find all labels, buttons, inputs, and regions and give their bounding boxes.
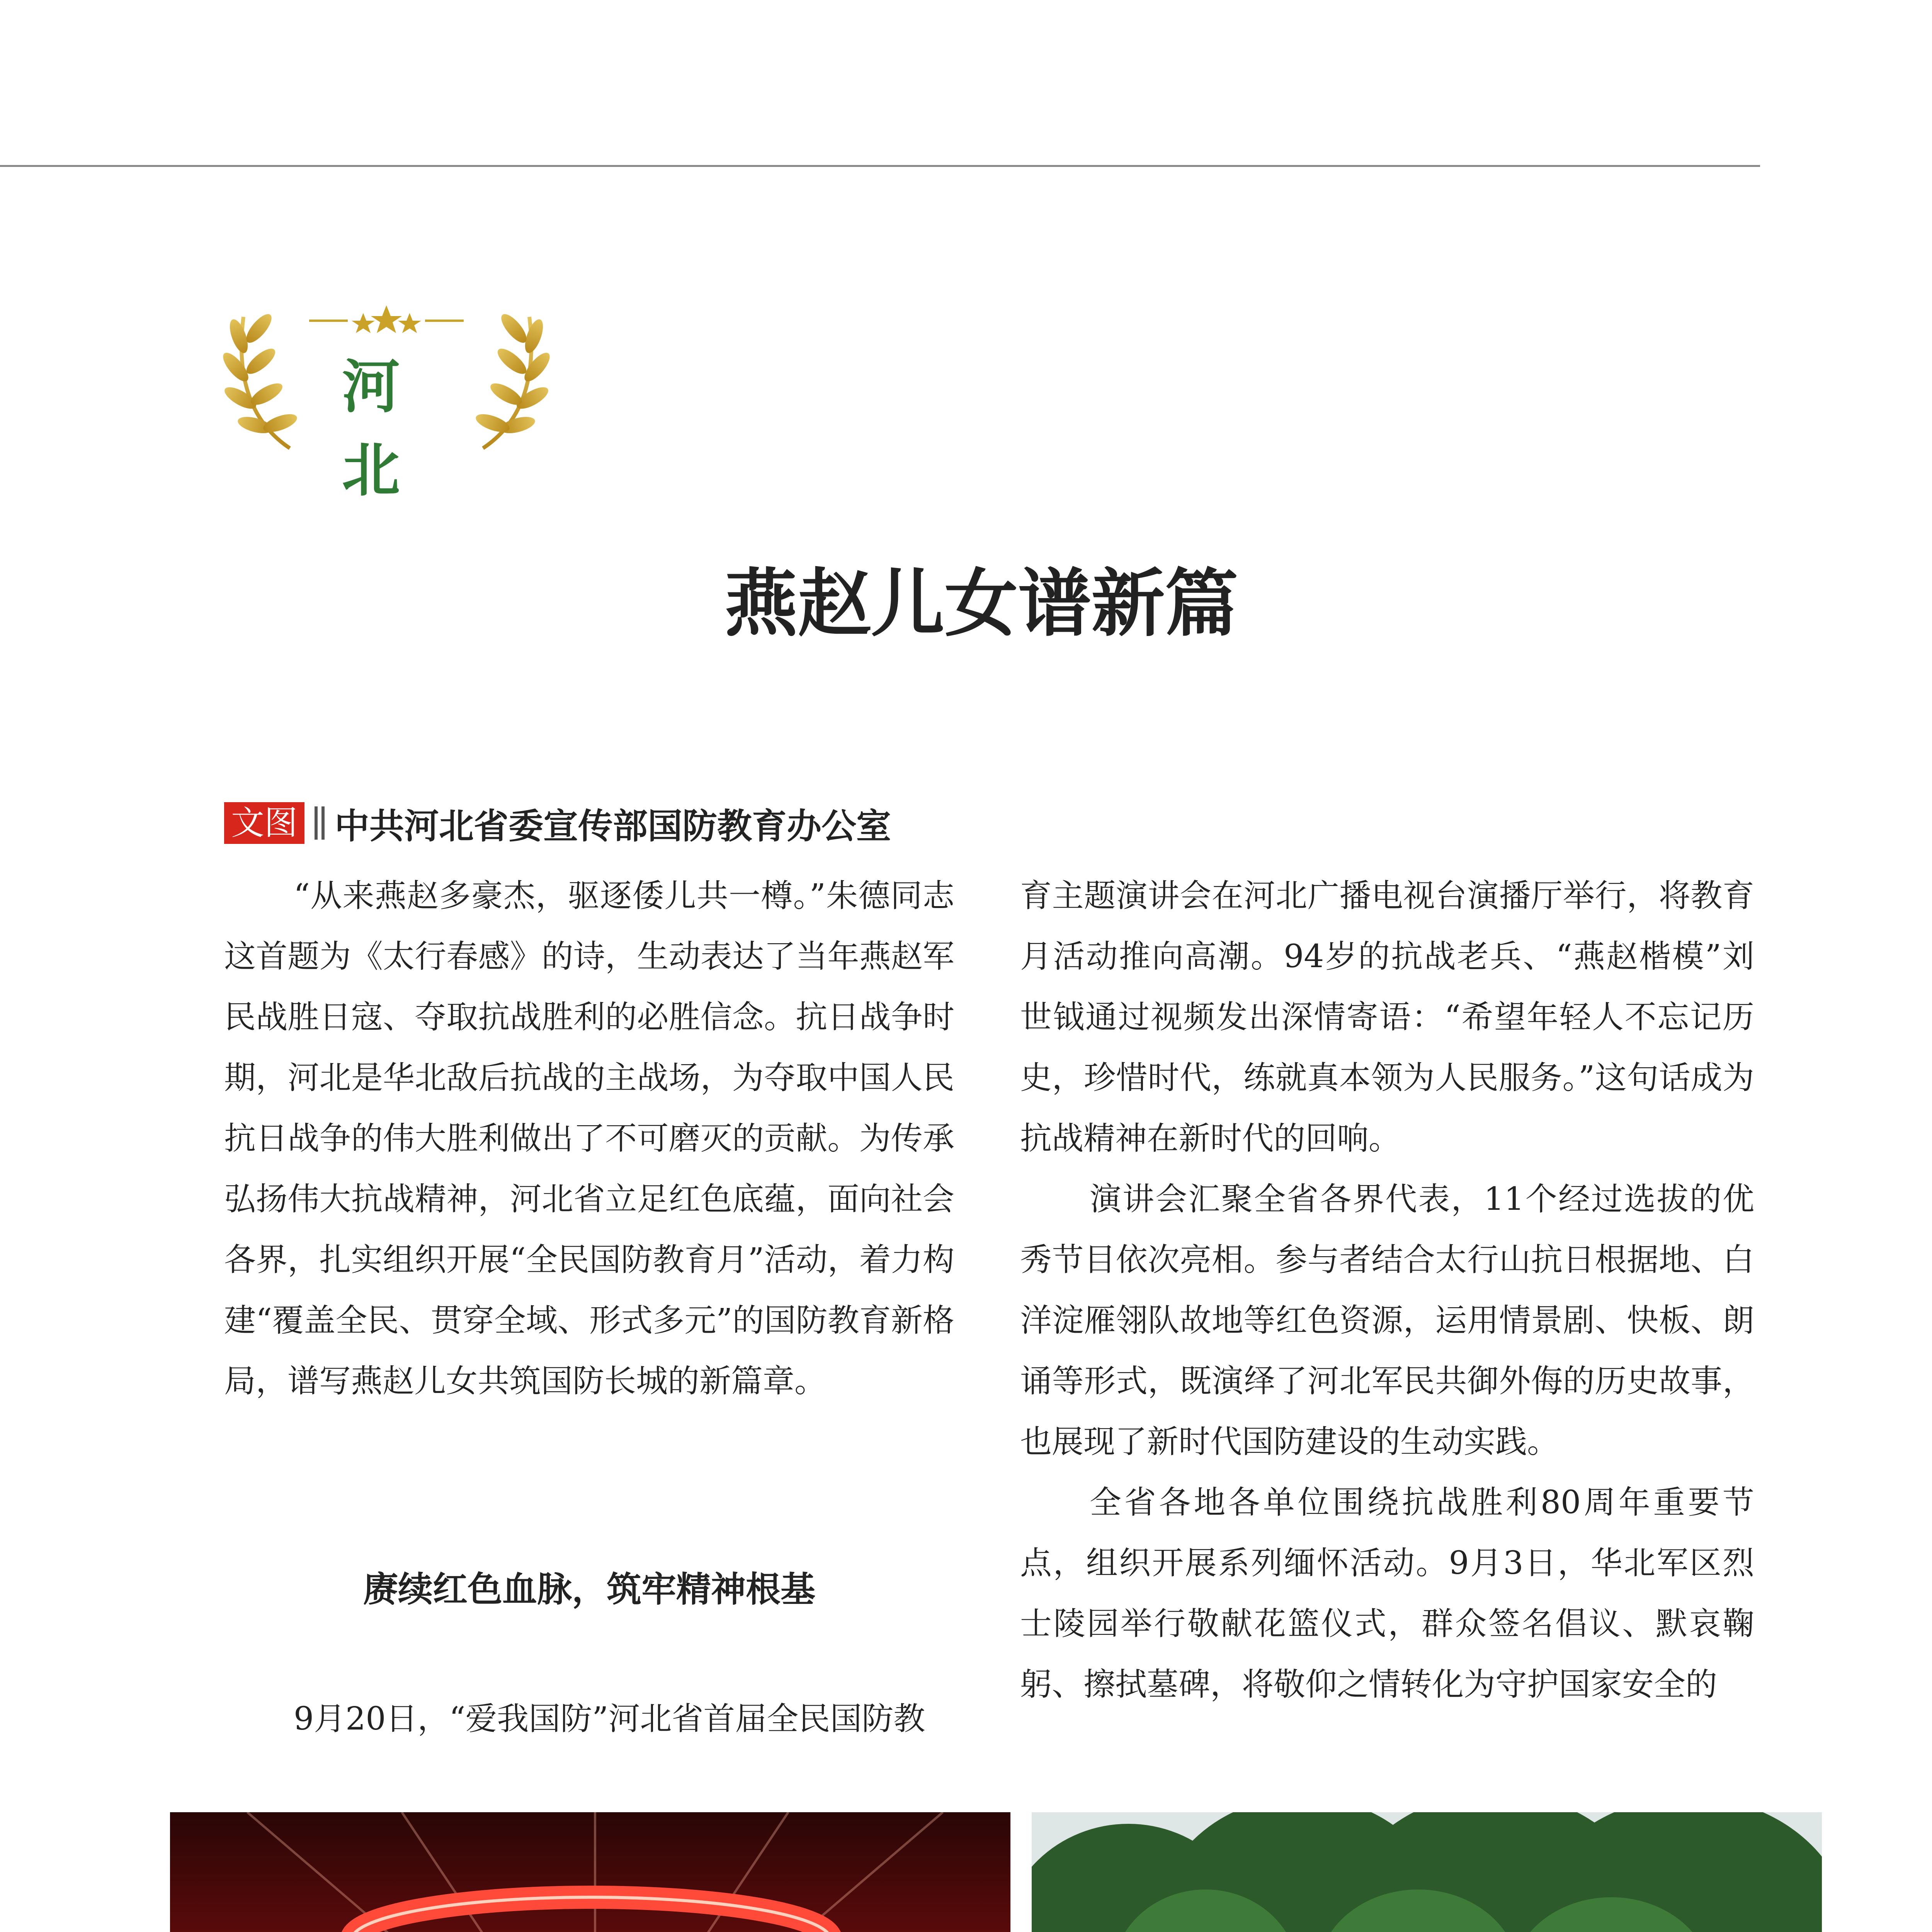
byline	[224, 800, 891, 846]
right-column	[1020, 866, 1754, 1715]
byline-org: 中共河北省委宣传部国防教育办公室	[335, 806, 891, 847]
left-column-continued	[224, 1689, 954, 1749]
paragraph: 9月20日，“爱我国防”河北省首届全民国防教	[294, 1701, 925, 1737]
photo-student-activity	[1032, 1812, 1822, 1932]
section-badge	[216, 294, 556, 504]
article-title: 燕赵儿女谱新篇	[724, 561, 1238, 646]
header-rule	[0, 165, 1760, 167]
byline-divider	[315, 806, 318, 840]
byline-tag: 文图	[224, 802, 304, 844]
byline-divider	[321, 806, 325, 840]
paragraph: 演讲会汇聚全省各界代表，11个经过选拔的优秀节目依次亮相。参与者结合太行山抗日根据地、白洋淀雁翎队故地等红色资源，运用情景剧、快板、朗诵等形式，既演绎了河北军民共御外侮的历史故事，也展现了新时代国防建设的生动实践。	[1020, 1181, 1754, 1460]
subheading: 赓续红色血脉，筑牢精神根基	[363, 1569, 815, 1610]
paragraph: 育主题演讲会在河北广播电视台演播厅举行，将教育月活动推向高潮。94岁的抗战老兵、“燕赵楷模”刘世钺通过视频发出深情寄语：“希望年轻人不忘记历史，珍惜时代，练就真本领为人民服务。”这句话成为抗战精神在新时代的回响。	[1020, 878, 1754, 1157]
paragraph: 全省各地各单位围绕抗战胜利80周年重要节点，组织开展系列缅怀活动。9月3日，华北军区烈士陵园举行敬献花篮仪式，群众签名倡议、默哀鞠躬、擦拭墓碑，将敬仰之情转化为守护国家安全的	[1020, 1484, 1754, 1703]
left-column	[224, 866, 954, 1412]
photo-speech-event	[170, 1812, 1010, 1932]
section-name: 河北	[342, 354, 431, 504]
paragraph: “从来燕赵多豪杰，驱逐倭儿共一樽。”朱德同志这首题为《太行春感》的诗，生动表达了当年燕赵军民战胜日寇、夺取抗战胜利的必胜信念。抗日战争时期，河北是华北敌后抗战的主战场，为夺取中国人民抗日战争的伟大胜利做出了不可磨灭的贡献。为传承弘扬伟大抗战精神，河北省立足红色底蕴，面向社会各界，扎实组织开展“全民国防教育月”活动，着力构建“覆盖全民、贯穿全域、形式多元”的国防教育新格局，谱写燕赵儿女共筑国防长城的新篇章。	[224, 878, 954, 1400]
